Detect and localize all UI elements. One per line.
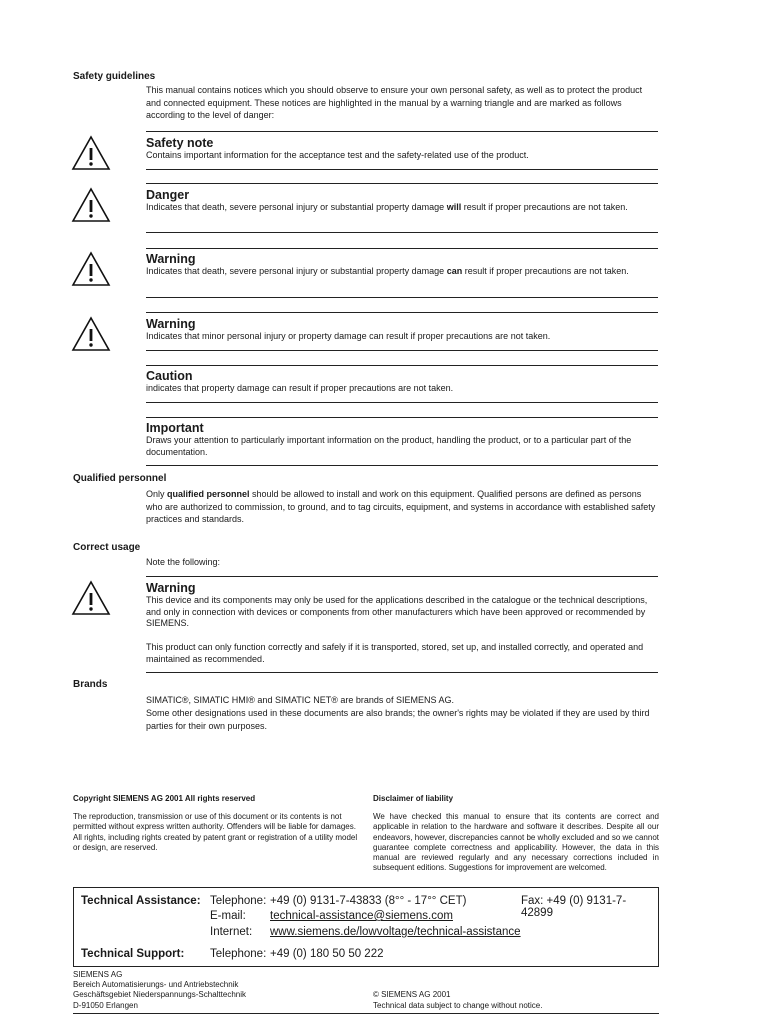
copyright-title: Copyright SIEMENS AG 2001 All rights reserved (73, 794, 256, 803)
usage-warning-text-2: This product can only function correctly and safely if it is transported, stored, set up, and installed correctly, and operated and maintained as recommended. (146, 642, 644, 664)
divider (146, 365, 658, 366)
divider (146, 312, 658, 313)
divider (146, 350, 658, 351)
footer-address: D-91050 Erlangen (73, 1001, 138, 1010)
notice-text: Indicates that death, severe personal injury or substantial property damage will result if proper precautions are not taken. (146, 202, 628, 212)
qualified-text: Only qualified personnel should be allowed to install and work on this equipment. Qualified persons are defined as persons who are authorized to commission, to ground, and to tag circuits, equipment, and systems in accordance with established safety practices and standards. (146, 489, 656, 524)
section-title-usage: Correct usage (73, 542, 141, 553)
email-label: E-mail: (210, 910, 246, 922)
section-title-safety: Safety guidelines (73, 71, 156, 82)
notice-text: Contains important information for the acceptance test and the safety-related use of the product. (146, 150, 529, 160)
divider (146, 465, 658, 466)
disclaimer-text: We have checked this manual to ensure that its contents are correct and applicable in relation to the hardware and software it describes. Despite all our endeavors, however, discrepancies cannot be wholly excluded and so we cannot guarantee complete correctness and applicability. However, the data in this manual are reviewed regularly and any necessary corrections included in subsequent editions. Suggestions for improvement are welcomed. (373, 812, 659, 873)
telephone-label: Telephone: (210, 895, 267, 907)
technical-assistance-box (73, 887, 659, 967)
section-title-brands: Brands (73, 679, 108, 690)
divider (146, 297, 658, 298)
warning-triangle-icon (71, 580, 111, 616)
notice-title: Important (146, 421, 204, 435)
internet-link[interactable]: www.siemens.de/lowvoltage/technical-assistance (270, 926, 521, 938)
notice-title: Warning (146, 317, 196, 331)
usage-intro: Note the following: (146, 557, 221, 567)
notice-text: Draws your attention to particularly important information on the product, handling the product, or to a particular part of the documentation. (146, 435, 632, 457)
notice-text: Indicates that minor personal injury or property damage can result if proper precautions are not taken. (146, 331, 551, 341)
fax-value: Fax: +49 (0) 9131-7-42899 (521, 895, 627, 919)
divider (146, 232, 658, 233)
section-title-qualified: Qualified personnel (73, 473, 167, 484)
footer-company: SIEMENS AG (73, 970, 123, 979)
notice-text: Indicates that death, severe personal injury or substantial property damage can result if proper precautions are not taken. (146, 266, 629, 276)
copyright-text: The reproduction, transmission or use of this document or its contents is not permitted without express written authority. Offenders will be liable for damages. All rights, including rights created by patent grant or registration of a utility model or design, are reserved. (73, 812, 358, 852)
support-telephone-value: +49 (0) 180 50 50 222 (270, 948, 384, 960)
warning-triangle-icon (71, 316, 111, 352)
safety-intro: This manual contains notices which you should observe to ensure your own personal safety, as well as to protect the product and connected equipment. These notices are highlighted in the manual by a warning triangle and are marked as follows according to the level of danger: (146, 85, 643, 120)
divider (146, 183, 658, 184)
notice-text: indicates that property damage can result if proper precautions are not taken. (146, 383, 454, 393)
support-telephone-label: Telephone: (210, 948, 267, 960)
notice-title: Danger (146, 188, 190, 202)
notice-title: Safety note (146, 136, 214, 150)
footer-business-area: Geschäftsgebiet Niederspannungs-Schalttechnik (73, 990, 246, 999)
technical-assistance-label: Technical Assistance: (81, 895, 201, 907)
divider (146, 169, 658, 170)
notice-title: Warning (146, 252, 196, 266)
divider (146, 402, 658, 403)
brands-line-2: Some other designations used in these documents are also brands; the owner's rights may be violated if they are used by third parties for their own purposes. (146, 708, 650, 731)
divider (146, 417, 658, 418)
telephone-value: +49 (0) 9131-7-43833 (8°° - 17°° CET) (270, 895, 467, 907)
warning-triangle-icon (71, 135, 111, 171)
divider (146, 248, 658, 249)
footer-subject-to-change: Technical data subject to change without notice. (373, 1001, 543, 1010)
footer-division: Bereich Automatisierungs- und Antriebstechnik (73, 980, 239, 989)
technical-support-label: Technical Support: (81, 948, 185, 960)
notice-title: Caution (146, 369, 193, 383)
notice-title: Warning (146, 581, 196, 595)
email-link[interactable]: technical-assistance@siemens.com (270, 910, 453, 922)
divider (146, 576, 658, 577)
warning-triangle-icon (71, 251, 111, 287)
footer-divider (73, 1013, 659, 1014)
disclaimer-title: Disclaimer of liability (373, 794, 454, 803)
warning-triangle-icon (71, 187, 111, 223)
brands-line-1: SIMATIC®, SIMATIC HMI® and SIMATIC NET® are brands of SIEMENS AG. (146, 695, 454, 705)
footer-copyright: © SIEMENS AG 2001 (373, 990, 451, 999)
internet-label: Internet: (210, 926, 253, 938)
divider (146, 672, 658, 673)
usage-warning-text: This device and its components may only be used for the applications described in the catalogue or the technical descriptions, and only in connection with devices or components from other manufacturers which have been approved or recommended by SIEMENS. (146, 595, 648, 628)
divider (146, 131, 658, 132)
